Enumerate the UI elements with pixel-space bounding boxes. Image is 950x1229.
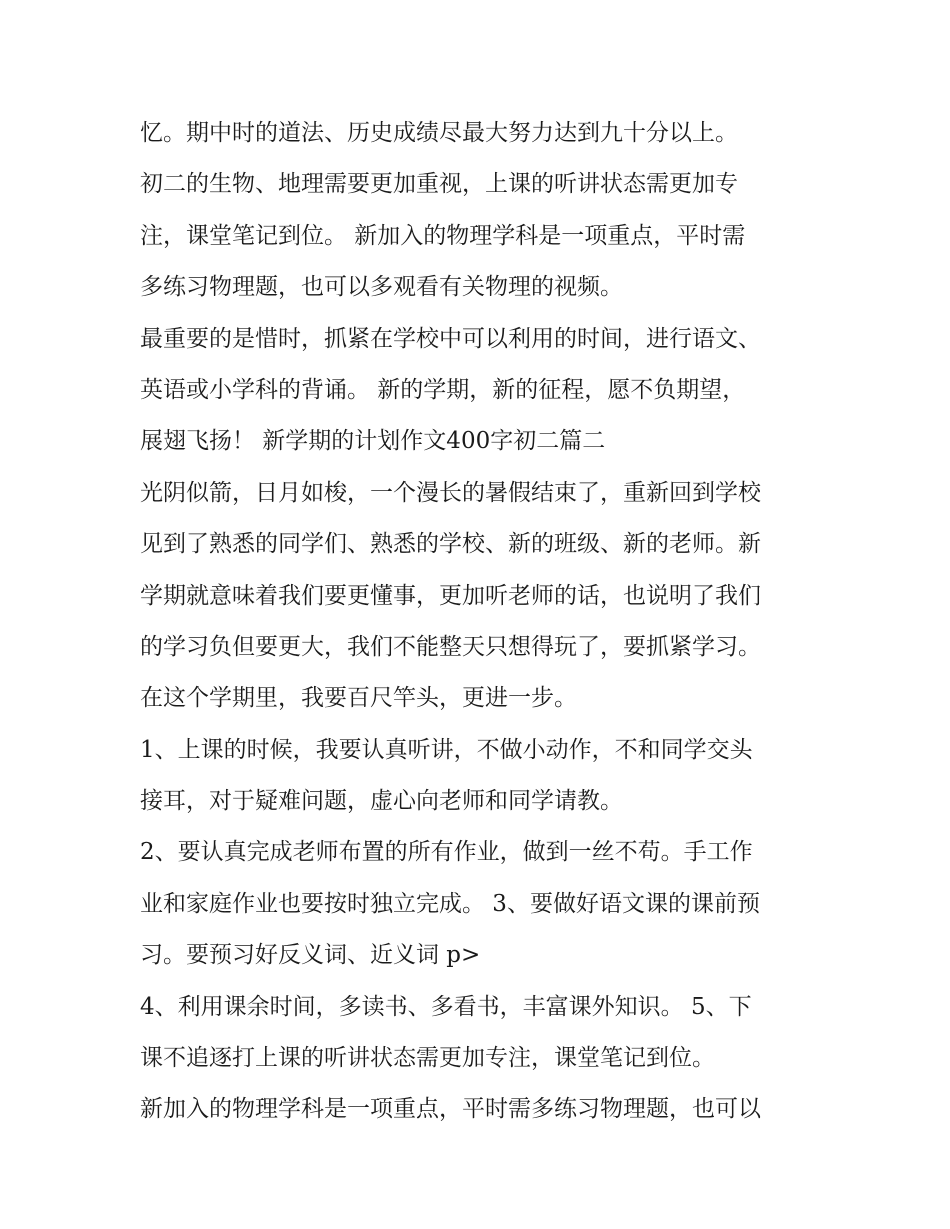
text-line: 最重要的是惜时，抓紧在学校中可以利用的时间，进行语文、 <box>140 325 761 352</box>
text-line: 业和家庭作业也要按时独立完成。 3、要做好语文课的课前预 <box>140 890 760 917</box>
text-line: 的学习负但要更大，我们不能整天只想得玩了，要抓紧学习。 <box>140 633 761 660</box>
text-line: 接耳，对于疑难问题，虚心向老师和同学请教。 <box>140 788 623 815</box>
text-line: 英语或小学科的背诵。 新的学期，新的征程，愿不负期望， <box>140 376 746 403</box>
text-line: 1、上课的时候，我要认真听讲，不做小动作，不和同学交头 <box>140 736 753 763</box>
text-line: 在这个学期里，我要百尺竿头，更进一步。 <box>140 685 577 712</box>
document-body <box>140 108 820 1136</box>
text-line: 多练习物理题，也可以多观看有关物理的视频。 <box>140 274 623 301</box>
text-line: 忆。期中时的道法、历史成绩尽最大努力达到九十分以上。 <box>140 120 738 146</box>
text-line: 展翅飞扬！ 新学期的计划作文400字初二篇二 <box>140 428 606 455</box>
text-line: 新加入的物理学科是一项重点，平时需多练习物理题，也可以 <box>140 1096 761 1123</box>
text-line: 见到了熟悉的同学们、熟悉的学校、新的班级、新的老师。新 <box>140 531 761 558</box>
text-line: 光阴似箭，日月如梭，一个漫长的暑假结束了，重新回到学校 <box>140 479 761 506</box>
text-line: 2、要认真完成老师布置的所有作业，做到一丝不苟。手工作 <box>140 839 753 866</box>
text-line: 注，课堂笔记到位。 新加入的物理学科是一项重点，平时需 <box>140 222 746 249</box>
text-line: 初二的生物、地理需要更加重视，上课的听讲状态需更加专 <box>140 171 738 198</box>
text-line: 学期就意味着我们要更懂事，更加听老师的话，也说明了我们 <box>140 582 761 609</box>
text-line: 4、利用课余时间，多读书、多看书，丰富课外知识。 5、下 <box>140 993 752 1020</box>
text-line: 习。要预习好反义词、近义词 p> <box>140 942 481 969</box>
text-line: 课不追逐打上课的听讲状态需更加专注，课堂笔记到位。 <box>140 1045 715 1072</box>
